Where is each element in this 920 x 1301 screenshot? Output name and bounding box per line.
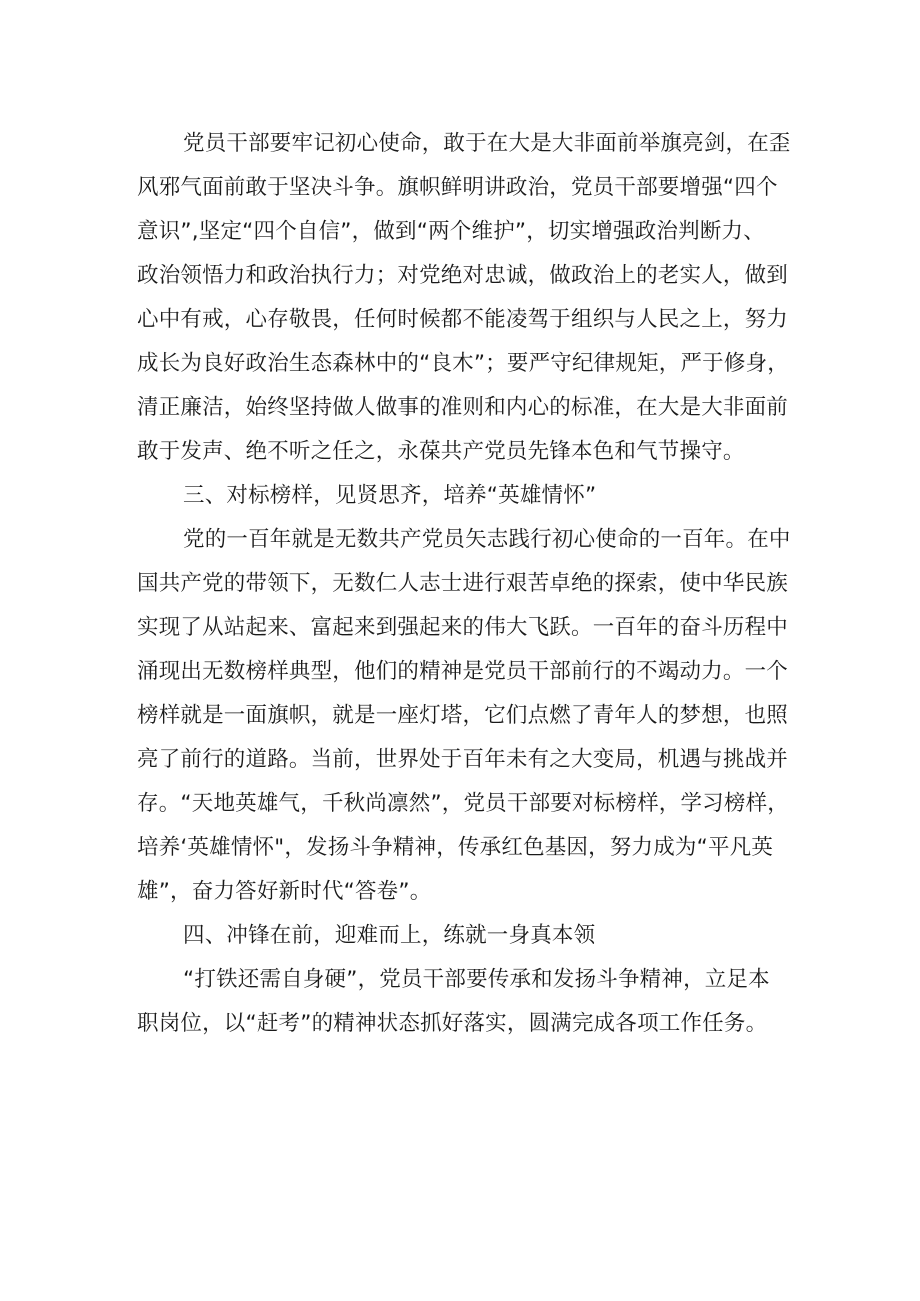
paragraph-self-discipline [137,958,797,1046]
paragraph-line: 敢于发声、绝不听之任之，永葆共产党员先锋本色和气节操守。 [137,439,745,464]
paragraph-line: 党的一百年就是无数共产党员矢志践行初心使命的一百年。在中 [183,527,791,552]
paragraph-line: 职岗位，以“赶考”的精神状态抓好落实，圆满完成各项工作任务。 [137,1011,768,1036]
paragraph-line: 心中有戒，心存敬畏，任何时候都不能凌驾于组织与人民之上，努力 [137,307,789,332]
paragraph-line: “打铁还需自身硬”，党员干部要传承和发扬斗争精神，立足本 [183,967,770,992]
paragraph-line: 党员干部要牢记初心使命，敢于在大是大非面前举旗亮剑，在歪 [183,131,791,156]
paragraph-line: 清正廉洁，始终坚持做人做事的准则和内心的标准，在大是大非面前 [137,395,789,420]
paragraph-line: 国共产党的带领下，无数仁人志士进行艰苦卓绝的探索，使中华民族 [137,571,789,596]
paragraph-line: 培养‘英雄情怀"，发扬斗争精神，传承红色基因，努力成为“平凡英 [137,835,774,860]
document-body [137,122,797,1046]
paragraph-line: 涌现出无数榜样典型，他们的精神是党员干部前行的不竭动力。一个 [137,659,789,684]
paragraph-role-models [137,518,797,914]
paragraph-line: 存。“天地英雄气，千秋尚凛然”，党员干部要对标榜样，学习榜样， [137,791,789,816]
section-heading-3: 三、对标榜样，见贤思齐，培养“英雄情怀” [183,483,597,508]
paragraph-political-integrity [137,122,797,474]
paragraph-line: 成长为良好政治生态森林中的“良木”；要严守纪律规矩，严于修身， [137,351,789,376]
paragraph-line: 意识”,坚定“四个自信”，做到“两个维护”，切实增强政治判断力、 [137,219,765,244]
paragraph-line: 实现了从站起来、富起来到强起来的伟大飞跃。一百年的奋斗历程中 [137,615,789,640]
paragraph-line: 雄”，奋力答好新时代“答卷”。 [137,879,432,904]
paragraph-line: 风邪气面前敢于坚决斗争。旗帜鲜明讲政治，党员干部要增强“四个 [137,175,778,200]
paragraph-line: 榜样就是一面旗帜，就是一座灯塔，它们点燃了青年人的梦想，也照 [137,703,789,728]
paragraph-line: 政治领悟力和政治执行力；对党绝对忠诚，做政治上的老实人，做到 [137,263,789,288]
paragraph-line: 亮了前行的道路。当前，世界处于百年未有之大变局，机遇与挑战并 [137,747,789,772]
section-heading-4: 四、冲锋在前，迎难而上，练就一身真本领 [183,923,596,948]
